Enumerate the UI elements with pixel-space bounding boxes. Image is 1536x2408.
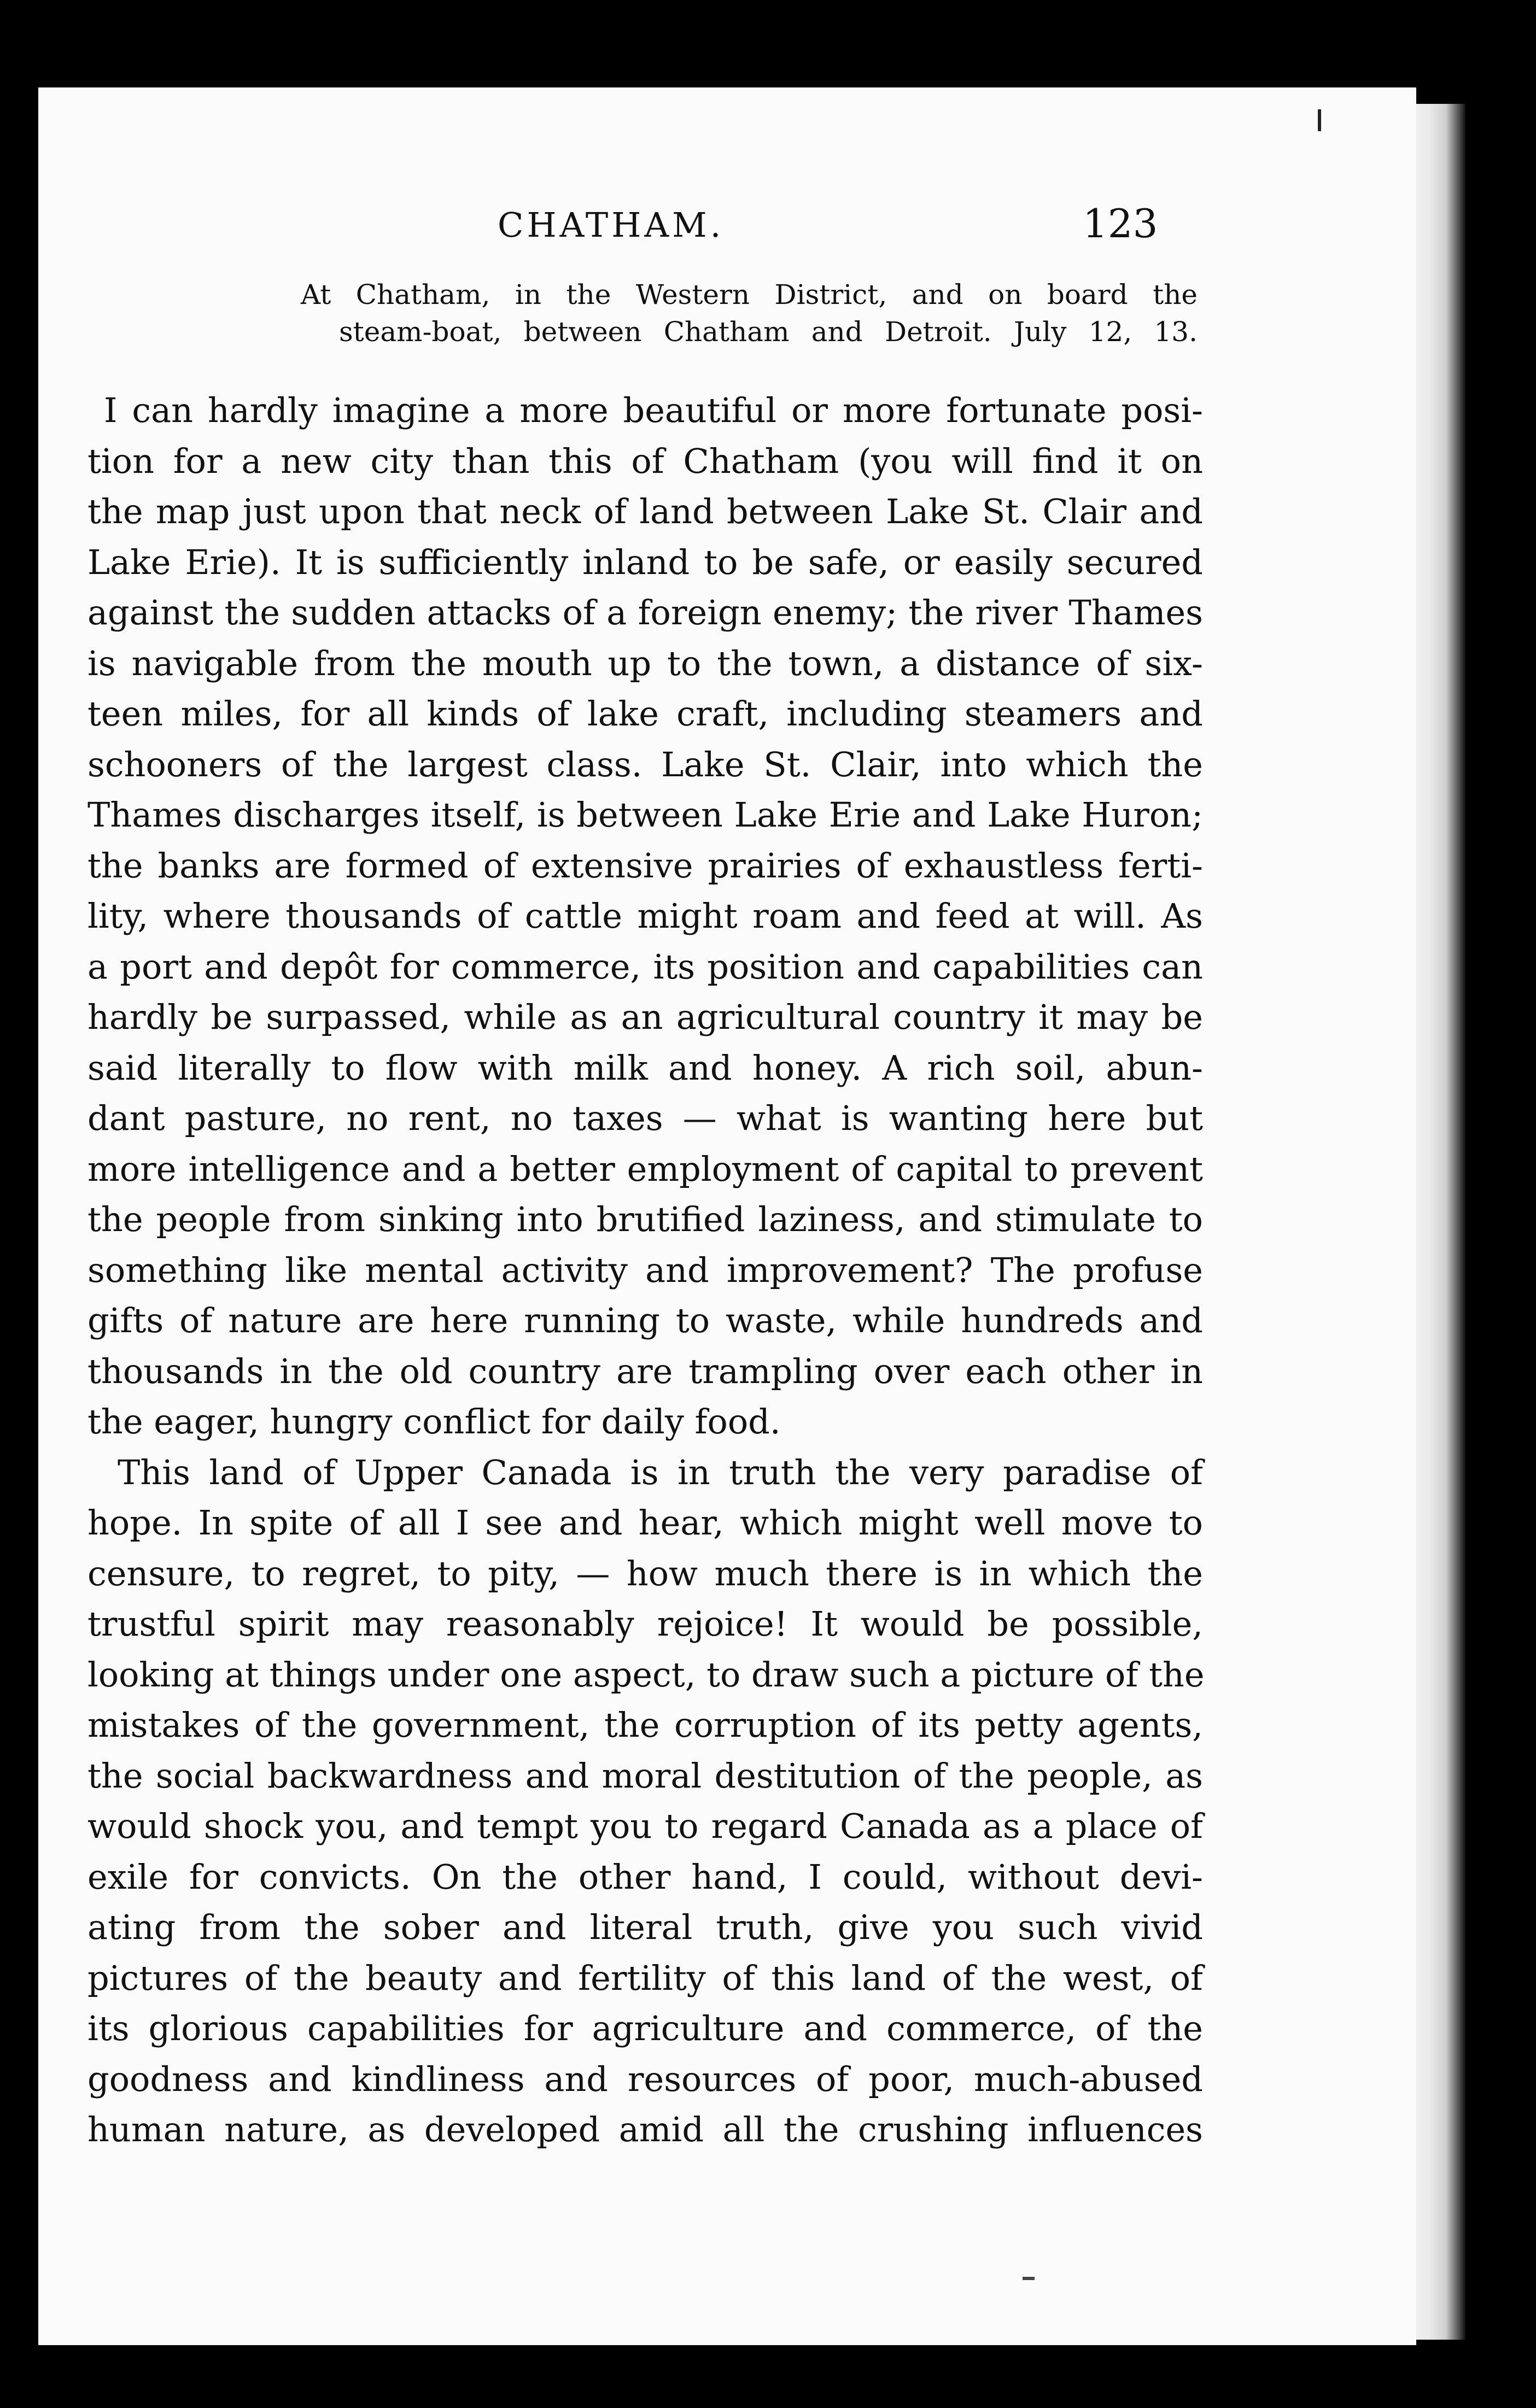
text-line: thousands in the old country are trampling over each other in <box>87 1351 1203 1391</box>
text-line: trustful spirit may reasonably rejoice! It would be possible, <box>87 1604 1203 1644</box>
book-page <box>38 87 1416 2345</box>
text-line: hardly be surpassed, while as an agricultural country it may be <box>87 997 1203 1037</box>
text-line: Lake Erie). It is sufficiently inland to be safe, or easily secured <box>87 542 1203 582</box>
text-line: the map just upon that neck of land between Lake St. Clair and <box>87 491 1203 531</box>
text-line: goodness and kindliness and resources of poor, much-abused <box>87 2059 1203 2099</box>
text-line: human nature, as developed amid all the crushing influences <box>87 2110 1203 2149</box>
dateline-line: At Chatham, in the Western District, and on board the <box>301 279 1198 310</box>
text-line: would shock you, and tempt you to regard Canada as a place of <box>87 1806 1203 1846</box>
text-line: more intelligence and a better employment of capital to prevent <box>87 1149 1203 1189</box>
text-line: gifts of nature are here running to waste, while hundreds and <box>87 1300 1203 1340</box>
dateline-line: steam-boat, between Chatham and Detroit. July 12, 13. <box>339 316 1198 348</box>
text-line: pictures of the beauty and fertility of this land of the west, of <box>87 1958 1203 1998</box>
text-line: is navigable from the mouth up to the town, a distance of six- <box>87 643 1203 683</box>
text-line: the eager, hungry conflict for daily food. <box>87 1402 781 1442</box>
text-line: Thames discharges itself, is between Lake Erie and Lake Huron; <box>87 795 1203 835</box>
text-line: schooners of the largest class. Lake St. Clair, into which the <box>87 744 1203 784</box>
text-line: exile for convicts. On the other hand, I could, without devi- <box>87 1856 1203 1897</box>
dateline <box>301 276 1198 350</box>
text-line: the banks are formed of extensive prairies of exhaustless ferti- <box>87 845 1203 886</box>
text-line: This land of Upper Canada is in truth the very paradise of <box>118 1452 1203 1492</box>
ink-mark <box>1023 2277 1035 2280</box>
text-line: dant pasture, no rent, no taxes — what is wanting here but <box>87 1098 1203 1138</box>
text-line: tion for a new city than this of Chatham (you will find it on <box>87 441 1203 481</box>
body-text <box>87 385 1203 2155</box>
text-line: the people from sinking into brutified laziness, and stimulate to <box>87 1199 1203 1239</box>
text-line: teen miles, for all kinds of lake craft, including steamers and <box>87 694 1203 734</box>
paragraph <box>87 1448 1203 2155</box>
running-head: CHATHAM. <box>498 205 725 245</box>
text-line: the social backwardness and moral destitution of the people, as <box>87 1755 1203 1796</box>
text-line: ating from the sober and literal truth, give you such vivid <box>87 1907 1203 1947</box>
text-line: something like mental activity and improvement? The profuse <box>87 1250 1203 1290</box>
text-line: its glorious capabilities for agriculture and commerce, of the <box>87 2008 1203 2048</box>
text-line: looking at things under one aspect, to draw such a picture of the <box>87 1654 1205 1695</box>
text-line: censure, to regret, to pity, — how much there is in which the <box>87 1553 1203 1593</box>
text-line: said literally to flow with milk and honey. A rich soil, abun- <box>87 1047 1203 1088</box>
page-number: 123 <box>1083 201 1158 247</box>
text-line: hope. In spite of all I see and hear, which might well move to <box>87 1503 1203 1543</box>
ink-mark <box>1318 109 1321 131</box>
page-header <box>38 201 1416 265</box>
text-line: against the sudden attacks of a foreign enemy; the river Thames <box>87 593 1203 632</box>
text-line: a port and depôt for commerce, its position and capabilities can <box>87 946 1203 987</box>
paragraph <box>87 385 1203 1448</box>
text-line: I can hardly imagine a more beautiful or more fortunate posi- <box>104 390 1203 430</box>
text-line: lity, where thousands of cattle might roam and feed at will. As <box>87 896 1203 936</box>
text-line: mistakes of the government, the corruption of its petty agents, <box>87 1705 1203 1745</box>
